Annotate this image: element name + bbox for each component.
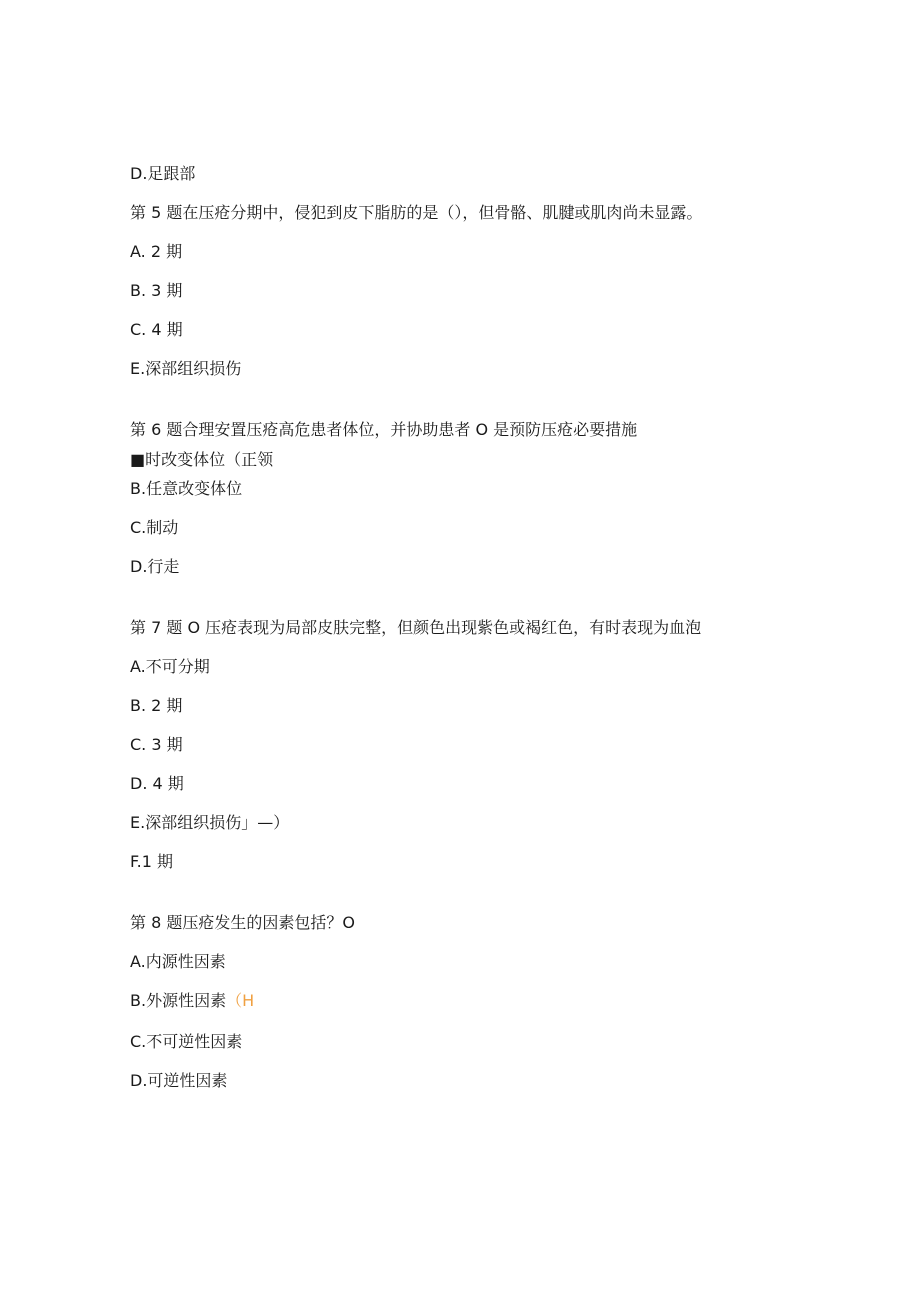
q8-option-b [130, 991, 254, 1011]
q7-option-e [130, 813, 289, 833]
q5-option-c: C. 4 期 [130, 320, 183, 339]
q8-option-d: D.可逆性因素 [130, 1071, 228, 1090]
q5-option-b: B. 3 期 [130, 281, 183, 300]
q7-option-a: A.不可分期 [130, 657, 210, 676]
q6-question: 第 6 题合理安置压疮高危患者体位，并协助患者 O 是预防压疮必要措施 [130, 420, 638, 439]
q7-option-b: B. 2 期 [130, 696, 183, 715]
q8-option-b-text: B.外源性因素 [130, 991, 227, 1010]
q4-option-d: D.足跟部 [130, 164, 196, 183]
q8-option-b-mark: （H [226, 991, 255, 1010]
q7-option-e-text: E.深部组织损伤 [130, 813, 242, 832]
q6-option-b: B.任意改变体位 [130, 479, 243, 498]
q8-option-c: C.不可逆性因素 [130, 1032, 243, 1051]
q8-option-a: A.内源性因素 [130, 952, 226, 971]
q6-option-d: D.行走 [130, 557, 180, 576]
q5-option-e: E.深部组织损伤 [130, 359, 242, 378]
q5-question: 第 5 题在压疮分期中，侵犯到皮下脂肪的是（），但骨骼、肌腱或肌肉尚未显露。 [130, 203, 703, 222]
q7-option-c: C. 3 期 [130, 735, 183, 754]
q6-option-c: C.制动 [130, 518, 179, 537]
q7-option-d: D. 4 期 [130, 774, 184, 793]
q5-option-a: A. 2 期 [130, 242, 183, 261]
q7-question: 第 7 题 O 压疮表现为局部皮肤完整，但颜色出现紫色或褐红色，有时表现为血泡 [130, 618, 702, 637]
q6-option-a: ■时改变体位（正领 [130, 450, 274, 469]
q8-question: 第 8 题压疮发生的因素包括？O [130, 913, 355, 932]
q7-option-f: F.1 期 [130, 852, 173, 871]
q7-option-e-mark: 」—） [241, 813, 290, 832]
